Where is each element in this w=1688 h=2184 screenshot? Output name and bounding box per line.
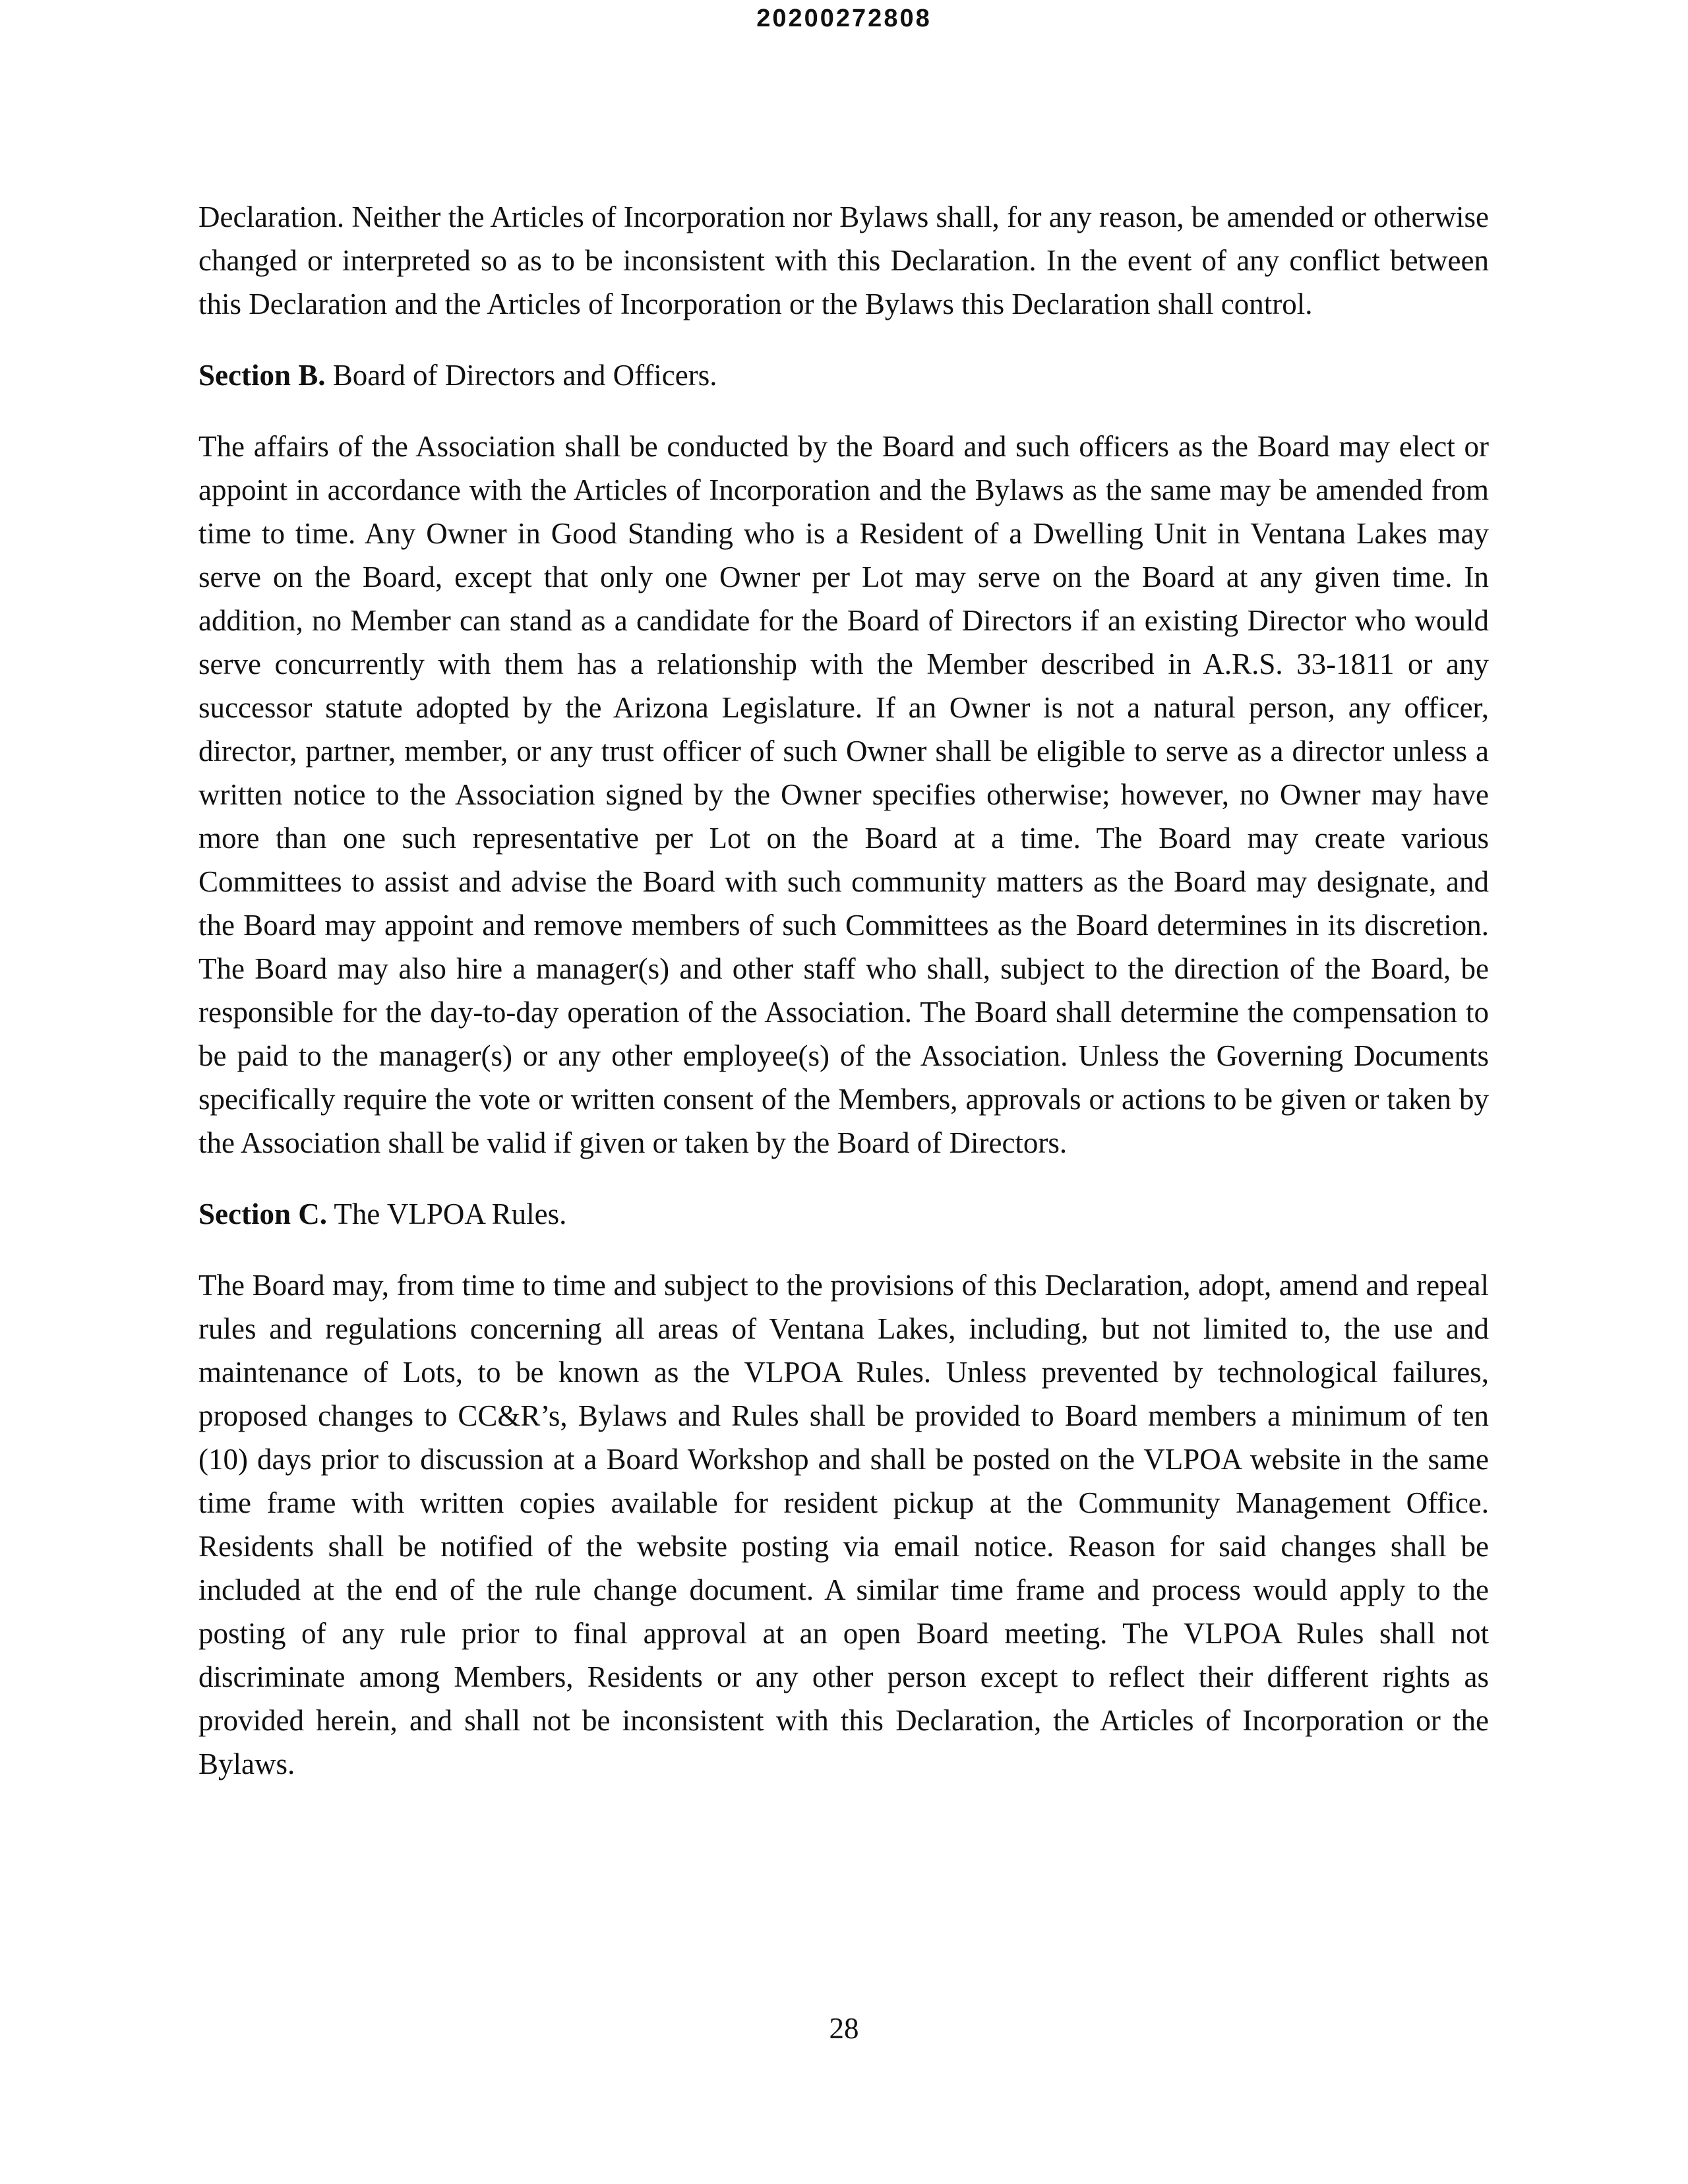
- section-b-label: Section B.: [198, 359, 326, 392]
- page-number: 28: [829, 2012, 859, 2045]
- section-c-title: The VLPOA Rules.: [327, 1198, 567, 1230]
- section-c-heading: [198, 1192, 1489, 1236]
- document-number: 20200272808: [756, 5, 932, 32]
- section-c-label: Section C.: [198, 1198, 327, 1230]
- section-b-title: Board of Directors and Officers.: [325, 359, 717, 392]
- page-body: [198, 195, 1489, 1813]
- section-b-body: The affairs of the Association shall be conducted by the Board and such officers as the Board may elect or appoint in accordance with the Articles of Incorporation and the Bylaws as the same may be amended from time to time. Any Owner in Good Standing who is a Resident of a Dwelling Unit in Ventana Lakes may serve on the Board, except that only one Owner per Lot may serve on the Board at any given time. In addition, no Member can stand as a candidate for the Board of Directors if an existing Director who would serve concurrently with them has a relationship with the Member described in A.R.S. 33-1811 or any successor statute adopted by the Arizona Legislature. If an Owner is not a natural person, any officer, director, partner, member, or any trust officer of such Owner shall be eligible to serve as a director unless a written notice to the Association signed by the Owner specifies otherwise; however, no Owner may have more than one such representative per Lot on the Board at a time. The Board may create various Committees to assist and advise the Board with such community matters as the Board may designate, and the Board may appoint and remove members of such Committees as the Board determines in its discretion. The Board may also hire a manager(s) and other staff who shall, subject to the direction of the Board, be responsible for the day-to-day operation of the Association. The Board shall determine the compensation to be paid to the manager(s) or any other employee(s) of the Association. Unless the Governing Documents specifically require the vote or written consent of the Members, approvals or actions to be given or taken by the Association shall be valid if given or taken by the Board of Directors.: [198, 430, 1489, 1159]
- section-c-body: The Board may, from time to time and subject to the provisions of this Declaration, adopt, amend and repeal rules and regulations concerning all areas of Ventana Lakes, including, but not limited to, the use and maintenance of Lots, to be known as the VLPOA Rules. Unless prevented by technological failures, proposed changes to CC&R’s, Bylaws and Rules shall be provided to Board members a minimum of ten (10) days prior to discussion at a Board Workshop and shall be posted on the VLPOA website in the same time frame with written copies available for resident pickup at the Community Management Office. Residents shall be notified of the website posting via email notice. Reason for said changes shall be included at the end of the rule change document. A similar time frame and process would apply to the posting of any rule prior to final approval at an open Board meeting. The VLPOA Rules shall not discriminate among Members, Residents or any other person except to reflect their different rights as provided herein, and shall not be inconsistent with this Declaration, the Articles of Incorporation or the Bylaws.: [198, 1269, 1489, 1780]
- section-b-heading: [198, 353, 1489, 397]
- intro-paragraph: Declaration. Neither the Articles of Incorporation nor Bylaws shall, for any reason, be amended or otherwise changed or interpreted so as to be inconsistent with this Declaration. In the event of any conflict between this Declaration and the Articles of Incorporation or the Bylaws this Declaration shall control.: [198, 200, 1489, 320]
